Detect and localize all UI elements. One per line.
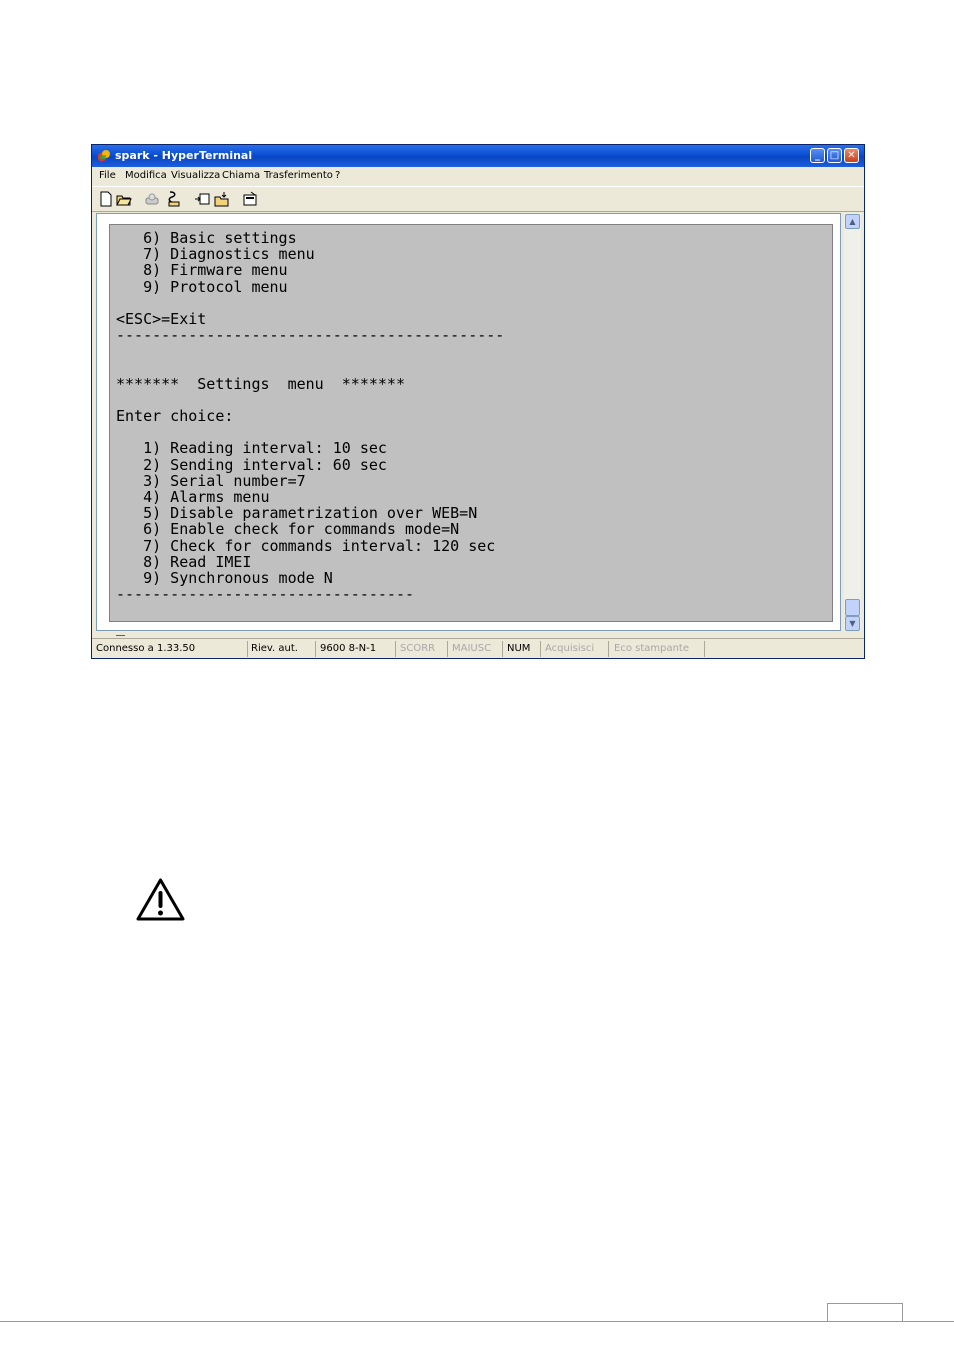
terminal-frame bbox=[96, 213, 841, 636]
scroll-up-button[interactable]: ▲ bbox=[845, 214, 860, 229]
terminal-line: _ bbox=[116, 617, 126, 636]
terminal-line bbox=[116, 424, 504, 440]
status-echo: Eco stampante bbox=[614, 643, 689, 654]
new-icon[interactable] bbox=[98, 191, 114, 207]
menu-chiama[interactable]: Chiama bbox=[222, 170, 261, 181]
terminal-line: 9) Protocol menu bbox=[116, 277, 288, 296]
properties-icon[interactable] bbox=[242, 191, 258, 207]
terminal-line: ------------------------------------------- bbox=[116, 326, 505, 345]
status-separator bbox=[704, 641, 705, 657]
title-bar[interactable] bbox=[92, 145, 864, 167]
menu-help[interactable]: ? bbox=[335, 170, 341, 181]
scroll-down-button[interactable]: ▼ bbox=[845, 616, 860, 631]
maximize-button[interactable]: □ bbox=[827, 148, 842, 163]
warning-icon bbox=[136, 878, 185, 921]
terminal-line: 7) Diagnostics menu bbox=[116, 245, 315, 264]
status-separator bbox=[247, 641, 248, 657]
toolbar bbox=[92, 186, 864, 212]
receive-icon[interactable] bbox=[214, 191, 230, 207]
terminal-line: 5) Disable parametrization over WEB=N bbox=[116, 504, 478, 523]
terminal-line: 8) Firmware menu bbox=[116, 261, 288, 280]
terminal-line: 6) Basic settings bbox=[116, 229, 297, 247]
menu-modifica[interactable]: Modifica bbox=[125, 170, 167, 181]
terminal-line: 8) Read IMEI bbox=[116, 552, 252, 571]
terminal-line: 9) Synchronous mode N bbox=[116, 568, 333, 587]
status-separator bbox=[540, 641, 541, 657]
status-separator bbox=[608, 641, 609, 657]
hyperterminal-app-icon bbox=[97, 149, 111, 163]
status-bar bbox=[92, 638, 864, 659]
status-separator bbox=[315, 641, 316, 657]
status-separator bbox=[447, 641, 448, 657]
status-num: NUM bbox=[507, 643, 531, 654]
vertical-scrollbar[interactable] bbox=[844, 213, 861, 631]
status-scroll: SCORR bbox=[400, 643, 436, 654]
disconnect-icon[interactable] bbox=[144, 191, 160, 207]
terminal-line bbox=[116, 360, 504, 376]
window-title: spark - HyperTerminal bbox=[115, 149, 253, 162]
terminal-line: <ESC>=Exit bbox=[116, 309, 207, 328]
terminal-line: Enter choice: bbox=[116, 407, 234, 426]
minimize-button[interactable]: _ bbox=[810, 148, 825, 163]
status-connection: Connesso a 1.33.50 bbox=[96, 643, 196, 654]
scroll-thumb[interactable] bbox=[845, 599, 860, 616]
status-caps: MAIUSC bbox=[452, 643, 492, 654]
terminal-line: 3) Serial number=7 bbox=[116, 471, 306, 490]
connect-icon[interactable] bbox=[166, 191, 182, 207]
footer-rule bbox=[0, 1321, 954, 1322]
status-capture: Acquisisci bbox=[545, 643, 595, 654]
terminal-line: ******* Settings menu ******* bbox=[116, 374, 405, 393]
open-icon[interactable] bbox=[116, 191, 132, 207]
menu-visualizza[interactable]: Visualizza bbox=[171, 170, 221, 181]
terminal-line: 1) Reading interval: 10 sec bbox=[116, 439, 387, 458]
menu-bar bbox=[92, 167, 864, 185]
hyperterminal-window bbox=[91, 144, 865, 659]
terminal-line: 4) Alarms menu bbox=[116, 488, 270, 506]
terminal-line bbox=[116, 392, 504, 408]
close-button[interactable]: ✕ bbox=[844, 148, 859, 163]
terminal-line bbox=[116, 343, 504, 359]
page-number-tab bbox=[827, 1303, 903, 1321]
terminal-line: 7) Check for commands interval: 120 sec bbox=[116, 536, 496, 555]
terminal-screen[interactable] bbox=[109, 224, 833, 636]
menu-trasferimento[interactable]: Trasferimento bbox=[264, 170, 333, 181]
send-icon[interactable] bbox=[194, 191, 210, 207]
status-port: 9600 8-N-1 bbox=[320, 643, 377, 654]
terminal-line: 2) Sending interval: 60 sec bbox=[116, 455, 387, 474]
status-separator bbox=[502, 641, 503, 657]
terminal-line: 6) Enable check for commands mode=N bbox=[116, 520, 460, 539]
terminal-line bbox=[116, 295, 504, 311]
terminal-line: --------------------------------- bbox=[116, 585, 415, 604]
menu-file[interactable]: File bbox=[99, 170, 116, 181]
terminal-output bbox=[116, 230, 504, 635]
status-separator bbox=[395, 641, 396, 657]
status-detect: Riev. aut. bbox=[251, 643, 298, 654]
terminal-line bbox=[116, 602, 504, 618]
